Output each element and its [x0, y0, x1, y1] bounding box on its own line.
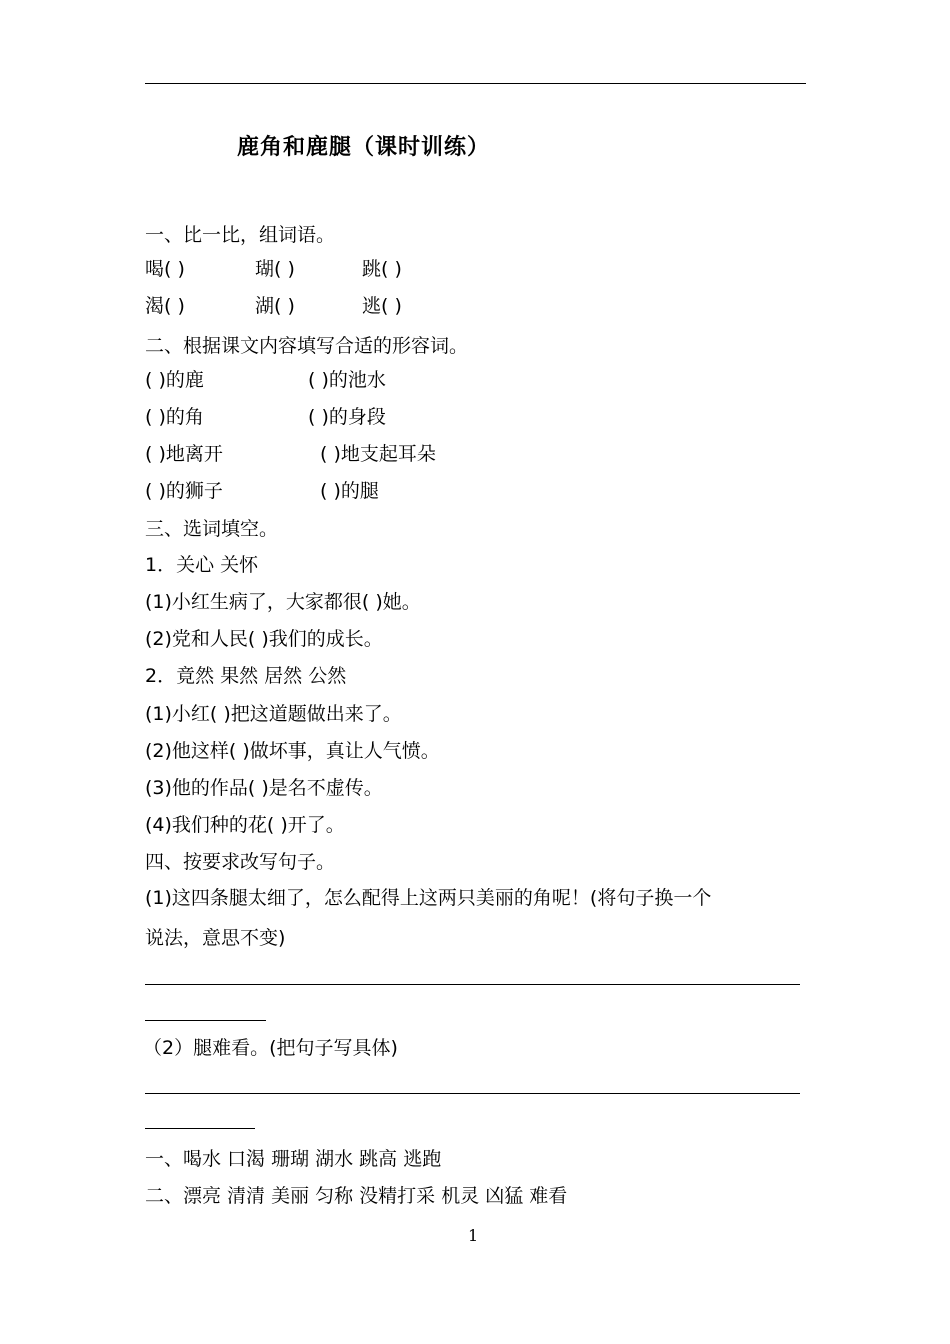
question-item: (2)他这样( )做坏事，真让人气愤。: [145, 740, 440, 762]
question-words: 1．关心 关怀: [145, 554, 259, 576]
word-cell: 跳( ): [362, 258, 402, 280]
adjective-cell: ( )的身段: [308, 406, 386, 428]
answer-key-line: 二、漂亮 清清 美丽 匀称 没精打采 机灵 凶猛 难看: [145, 1185, 568, 1207]
answer-blank-line: [145, 984, 800, 985]
page-title: 鹿角和鹿腿（课时训练）: [237, 135, 491, 160]
adjective-cell: ( )地离开: [145, 443, 223, 465]
answer-key-line: 一、喝水 口渴 珊瑚 湖水 跳高 逃跑: [145, 1148, 442, 1170]
question-item: （2）腿难看。(把句子写具体): [143, 1037, 398, 1059]
question-item: (3)他的作品( )是名不虚传。: [145, 777, 383, 799]
question-item: 说法，意思不变): [145, 927, 286, 949]
word-cell: 瑚( ): [255, 258, 295, 280]
word-cell: 渴( ): [145, 295, 185, 317]
question-item: (1)这四条腿太细了，怎么配得上这两只美丽的角呢！(将句子换一个: [145, 887, 712, 909]
word-cell: 湖( ): [255, 295, 295, 317]
question-item: (4)我们种的花( )开了。: [145, 814, 345, 836]
question-item: (1)小红生病了，大家都很( )她。: [145, 591, 421, 613]
header-rule: [145, 83, 806, 84]
adjective-cell: ( )的角: [145, 406, 204, 428]
adjective-cell: ( )的狮子: [145, 480, 223, 502]
word-cell: 逃( ): [362, 295, 402, 317]
adjective-cell: ( )的鹿: [145, 369, 204, 391]
question-words: 2．竟然 果然 居然 公然: [145, 665, 347, 687]
adjective-cell: ( )地支起耳朵: [320, 443, 436, 465]
section1-heading: 一、比一比，组词语。: [145, 224, 336, 246]
adjective-cell: ( )的池水: [308, 369, 386, 391]
section3-heading: 三、选词填空。: [145, 518, 279, 540]
section2-heading: 二、根据课文内容填写合适的形容词。: [145, 335, 469, 357]
question-item: (1)小红( )把这道题做出来了。: [145, 703, 402, 725]
adjective-cell: ( )的腿: [320, 480, 379, 502]
answer-blank-line: [145, 1128, 255, 1129]
answer-blank-line: [145, 1020, 266, 1021]
page-number: 1: [468, 1226, 479, 1245]
word-cell: 喝( ): [145, 258, 185, 280]
answer-blank-line: [145, 1093, 800, 1094]
section4-heading: 四、按要求改写句子。: [145, 851, 336, 873]
question-item: (2)党和人民( )我们的成长。: [145, 628, 383, 650]
